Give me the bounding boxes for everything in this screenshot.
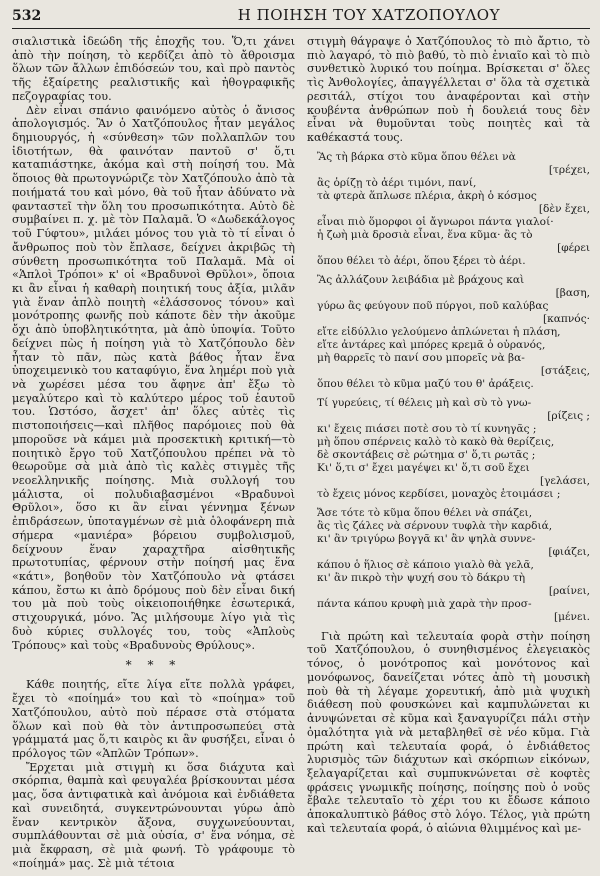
poem-line: κι' ἔχεις πιάσει ποτὲ σου τὸ τί κυνηγᾶς ; (317, 422, 537, 435)
poem-line: Ἄσε τότε τὸ κῦμα ὅπου θέλει νὰ σπάζει, (317, 506, 533, 519)
poem-line: [μένει. (554, 610, 590, 623)
poem-line: εἴτε ἀντάρες καὶ μπόρες κρεμᾶ ὁ οὐρανός, (317, 338, 546, 351)
poem-line: [φιάζει, (548, 545, 590, 558)
poem-line: εἶναι πιὸ ὅμορφοι οἱ ἄγνωροι πάντα γιαλοί· (317, 215, 554, 228)
poem-line: ἂς τὶς ζάλες νὰ σέρνουν τυφλὰ τὴν καρδιά, (317, 519, 553, 532)
poem-line: μὴ ὅπου σπέρνεις καλὸ τὸ κακὸ θὰ θερίζεις, (317, 435, 555, 448)
paragraph: σιαλιστικὰ ἰδεώδη τῆς ἐποχῆς του. Ὅ,τι χάνει ἀπὸ τὴν ποίηση, τὸ κερδίζει ἀπὸ τὸ ἄθροισμα ὅλων τῶν ἄλλων ἐπιδόσεών του, καὶ πρὸ παντὸς τῆς ἐξαίρετης ρεαλιστικῆς καὶ ἠθογραφικῆς πεζογραφίας του. (12, 35, 295, 103)
poem-line: κάπου ὁ ἥλιος σὲ κάποιο γιαλὸ θὰ γελᾶ, (317, 558, 534, 571)
section-break: * * * (125, 658, 182, 673)
poem-line: ὅπου θέλει τὸ κῦμα μαζύ του θ' ἀράξεις. (317, 377, 534, 390)
poem-line: πάντα κάπου κρυφὴ μιὰ χαρὰ τὴν προσ- (317, 597, 532, 610)
paragraph: Δὲν εἶναι σπάνιο φαινόμενο αὐτὸς ὁ ἄνισος ἀπολογισμός. Ἂν ὁ Χατζόπουλος ἦταν μεγάλος δημιουργός, ἡ «σύνθεση» τῶν πολλαπλῶν του ἰδιοτήτων, θὰ φαινόταν παντοῦ σ' ὅ,τι καταπιάστηκε, ἀκόμα καὶ στὴ ποίησή του. Μὰ ὅποιος θὰ πρωτογνώριζε τὸν Χατζόπουλο ἀπὸ τὰ ποιήματά του καὶ μόνο, θὰ τοῦ ἦταν ἀδύνατο νὰ φανταστεῖ τὴν ὅλη του προσωπικότητα. Αὐτὸ δὲ συμβαίνει π. χ. μὲ τὸν Παλαμᾶ. Ὁ «Δωδεκάλογος τοῦ Γύφτου», μιλάει μόνος του γιὰ τὸ τί εἶναι ὁ ἄνθρωπος ποὺ τὸν ἔπλασε, δείχνει ἀκριβῶς τὴ σύνθετη προσωπικότητα τοῦ Παλαμᾶ. Μὰ οἱ «Ἁπλοὶ Τρόποι» κ' οἱ «Βραδυνοὶ Θρῦλοι», ὅποια κι ἂν εἶναι ἡ καθαρὴ ποιητική τους ἀξία, μιλᾶν γιὰ ἕναν ἁπλὸ ποιητὴ «ἐλάσσονος τόνου» καὶ μονότροπης φωνῆς ποὺ κάποτε δὲν τὴν ἀκοῦμε ὄχι ἀπὸ ὑποβλητικότητα, μὰ ἀπὸ ὑποψία. Τοῦτο δείχνει πὼς ἡ ποίηση γιὰ τὸ Χατζόπουλο δὲν ἦταν τὸ πᾶν, πὼς κατὰ βάθος ἦταν ἕνα ὑποχειμενικὸ του καταφύγιο, ἕνα λημέρι ποὺ γιὰ νὰ χωρέσει μέσα του ἄφηνε ἀπ' ἔξω τὸ μεγαλύτερο καὶ τὸ καλύτερο μέρος τοῦ ἑαυτοῦ του. Ὡστόσο, ἄσχετ' ἀπ' ὅλες αὐτὲς τὶς πιστοποιήσεις—καὶ πλῆθος παρόμοιες ποὺ θὰ μποροῦσε νὰ κάμει μιὰ προσεκτικὴ κριτική—τὸ ποιητικὸ ἔργο τοῦ Χατζόπουλου πρέπει νὰ τὸ θεωροῦμε σὰ μιὰ ἀπὸ τὶς καλὲς στιγμὲς τῆς νεοελληνικῆς ποίησης. Μιὰ συλλογή του μάλιστα, οἱ πολυδιαβασμένοι «Βραδυνοὶ Θρῦλοι», ὅσο κι ἂν εἶναι γέννημα ξένων ἐπιδράσεων, ὑποταγμένων σὲ μιὰ ὁλοφάνερη πιὰ σήμερα «μανιέρα» βόρειου συμβολισμοῦ, δείχνουν ἕναν χαραχτῆρα αἰσθητικῆς πρωτοτυπίας, φέρνουν στὴν ποίησή μας ἕνα «κάτι», βοηθοῦν τὸν Χατζόπουλο νὰ φτάσει κάπου, ἔστω κι ἀπὸ δρόμους ποὺ δὲν εἶναι δική του μὰ ποὺ τοὺς οἰκειοποιήθηκε ἐσωτερικά, στιχουργικά, μόνο. Ἂς μιλήσουμε λίγο γιὰ τὶς δυὸ κύριες συλλογές του, τοὺς «Ἁπλοὺς Τρόπους» καὶ τοὺς «Βραδυνοὺς Θρύλους». (12, 103, 295, 652)
poem-line: [στάξεις, (540, 364, 590, 377)
running-title: Η ΠΟΙΗΣΗ ΤΟΥ ΧΑΤΖΟΠΟΥΛΟΥ (237, 6, 500, 24)
poem-line: κι' ἂν τριγύρω βογγᾶ κι' ἂν ψηλὰ συννε- (317, 532, 536, 545)
right-column (307, 35, 590, 873)
paragraph: Ἔρχεται μιὰ στιγμὴ κι ὅσα διάχυτα καὶ σκόρπια, θαμπὰ καὶ φευγαλέα βρίσκουνται μέσα μας, ὅσα ἀντιφατικὰ καὶ ἀνόμοια καὶ ἐνδιάθετα καὶ συνειδητά, συγκεντρώνουνται γύρω ἀπὸ ἕναν κεντρικὸν ἄξονα, συγχωνεύουνται, συμπλάθουνται σὲ μιὰ οὐσία, σ' ἕνα νόημα, σὲ μιὰ ἔκφραση, σὲ μιὰ φωνή. Τὸ γράφουμε τὸ «ποίημά» μας. Σὲ μιὰ τέτοια (12, 760, 295, 870)
poem-line: εἴτε εἰδύλλιο γελούμενο ἁπλώνεται ἡ πλάση, (317, 325, 561, 338)
poem (317, 151, 590, 624)
paragraph: Γιὰ πρώτη καὶ τελευταία φορὰ στὴν ποίηση τοῦ Χατζόπουλου, ὁ συνηθισμένος ἐλεγειακὸς τόνος, ὁ μονότροπος καὶ μονότονος καὶ μονόφωνος, δανείζεται νότες ἀπὸ τὴ μουσικὴ ποὺ θὰ τὴ λέγαμε χορευτική, ἀπὸ μιὰ ψυχικὴ διάθεση ποὺ φουσκώνει καὶ καμπυλώνεται κι ἀνυψώνεται σὲ κῦμα καὶ ξαναγυρίζει πάλι στὴν ὁμαλότητα γιὰ νὰ μεταβληθεῖ σὲ νέο κῦμα. Γιὰ πρώτη καὶ τελευταία φορά, ὁ ἐνδιάθετος λυρισμὸς τῶν διάχυτων καὶ σκόρπιων εἰκόνων, ξελαγαρίζεται καὶ συμπυκνώνεται σὲ κοφτὲς φράσεις γνωμικῆς ποίησης, ποίησης ποὺ ὁ νοῦς ἔβαλε τελευταῖο τὸ χέρι του κι ἔδωσε κάποιο ἀποκαλυπτικὸ βάθος στὸ λόγο. Τέλος, γιὰ πρώτη καὶ τελευταία φορά, ὁ αἰώνια θλιμμένος καὶ με- (307, 629, 590, 835)
poem-line: κι' ἂν πικρὸ τὴν ψυχή σου τὸ δάκρυ τὴ (317, 571, 526, 584)
poem-line: ἂς ὁρίζῃ τὸ ἀέρι τιμόνι, πανί, (317, 176, 477, 189)
poem-line: γύρω ἂς φεύγουν ποῦ πύργοι, ποῦ καλύβας (317, 299, 549, 312)
poem-line: Ἂς ἀλλάζουν λειβάδια μὲ βράχους καὶ (317, 273, 525, 286)
poem-line: ὅπου θέλει τὸ ἀέρι, ὅπου ξέρει τὸ ἀέρι. (317, 254, 526, 267)
poem-stanza (317, 507, 590, 624)
poem-line: [ρίζεις ; (547, 409, 590, 422)
poem-line: Ἂς τὴ βάρκα στὸ κῦμα ὅπου θέλει νὰ (317, 150, 516, 163)
poem-line: Τί γυρεύεις, τί θέλεις μὴ καὶ σὺ τὸ γνω- (317, 396, 532, 409)
poem-line: [ραίνει, (548, 584, 590, 597)
poem-stanza (317, 274, 590, 391)
poem-line: [γελάσει, (539, 474, 590, 487)
text-columns (12, 35, 590, 873)
poem-line: [βαση, (555, 286, 590, 299)
poem-line: [καπνός· (543, 312, 590, 325)
poem-line: ἡ ζωὴ μιὰ δροσιὰ εἶναι, ἕνα κῦμα· ἂς τὸ (317, 228, 533, 241)
paragraph: Κάθε ποιητής, εἴτε λίγα εἴτε πολλὰ γράφει, ἔχει τὸ «ποίημά» του καὶ τὸ «ποίημα» τοῦ Χατζόπουλου, αὐτὸ ποὺ πέρασε στὰ στόματα ὅλων καὶ ποὺ θὰ τὸν ἀντιπροσωπεύει στὰ γράμματά μας ὅ,τι καιρὸς κι ἂν φυσήξει, εἶναι ὁ πρόλογος τῶν «Ἁπλῶν Τρόπων». (12, 678, 295, 760)
poem-line: δὲ σκοντάβεις σὲ ρώτημα σ' ὅ,τι ρωτᾶς ; (317, 448, 536, 461)
poem-line: τὰ φτερὰ ἅπλωσε πλέρια, ἀκρὴ ὁ κόσμος (317, 189, 537, 202)
page-number: 532 (12, 8, 42, 24)
left-column (12, 35, 295, 873)
page-header (12, 6, 590, 26)
poem-line: Κι' ὅ,τι σ' ἔχει μαγέψει κι' ὅ,τι σοῦ ἔχει (317, 461, 530, 474)
poem-stanza (317, 397, 590, 501)
paragraph: στιγμὴ θάγραψε ὁ Χατζόπουλος τὸ πιὸ ἄρτιο, τὸ πιὸ λαγαρό, τὸ πιὸ βαθύ, τὸ πιὸ ἑνιαῖο καὶ τὸ πιὸ συνθετικὸ λυρικό του ποίημα. Βρίσκεται σ' ὅλες τὶς Ἀνθολογίες, ἀπαγγέλλεται σ' ὅλα τὰ σχετικὰ ρεσιτάλ, στίχοι του ἀναφέρονται καὶ στὴν κουβέντα ἀνθρώπων ποὺ ἡ δουλειά τους δὲν εἶναι νὰ θυμοῦνται τοὺς ποιητὲς καὶ τὰ καθέκαστά τους. (307, 35, 590, 145)
poem-line: [φέρει (557, 241, 590, 254)
poem-line: [δὲν ἔχει, (538, 202, 590, 215)
poem-line: [τρέχει, (548, 163, 590, 176)
poem-stanza (317, 151, 590, 268)
poem-line: τὸ ἔχεις μόνος κερδίσει, μοναχὸς ἑτοιμάσει ; (317, 487, 561, 500)
poem-line: μὴ θαρρεῖς τὸ πανί σου μπορεῖς νὰ βα- (317, 351, 525, 364)
header-rule (12, 28, 590, 29)
